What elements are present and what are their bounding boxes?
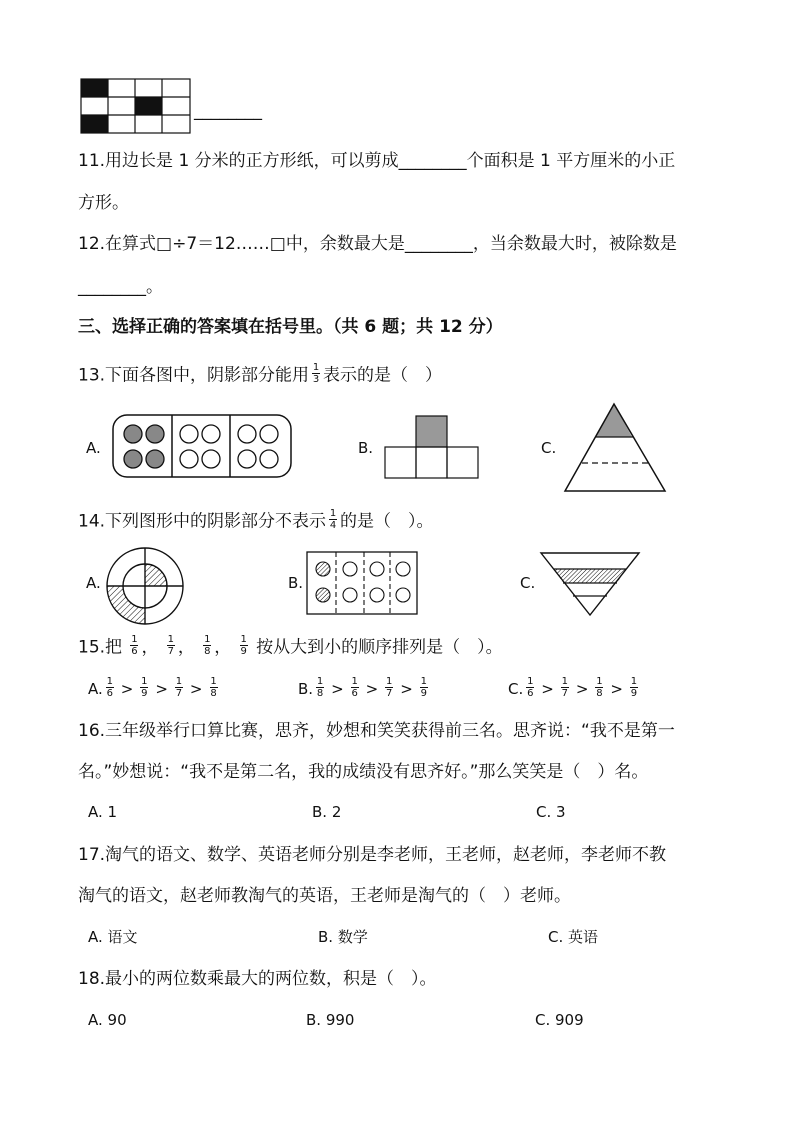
q14-figure-c — [540, 552, 640, 616]
q15-pre: 15.把 — [78, 637, 123, 658]
q14-figure-b — [306, 551, 418, 615]
q15-option-b[interactable]: B. $\frac{1}{8}$ > $\frac{1}{6}$ > $\frac{1}{7}$ > $\frac{1}{9}$ — [298, 676, 427, 699]
q15-option-a[interactable]: A. $\frac{1}{6}$ > $\frac{1}{9}$ > $\frac{1}{7}$ > $\frac{1}{8}$ — [88, 676, 217, 699]
q17-option-b[interactable]: B. 数学 — [318, 928, 368, 946]
q16-line2: 名。”妙想说：“我不是第二名，我的成绩没有思齐好。”那么笑笑是（ ）名。 — [78, 762, 649, 782]
q18-stem: 18.最小的两位数乘最大的两位数，积是（ ）。 — [78, 969, 437, 989]
q18-option-b[interactable]: B. 990 — [306, 1011, 355, 1029]
q17-line2: 淘气的语文，赵老师教淘气的英语，王老师是淘气的（ ）老师。 — [78, 886, 571, 906]
q13-figure-c — [564, 403, 666, 493]
q13-option-b-label[interactable]: B. — [358, 439, 374, 457]
q17-option-a[interactable]: A. 语文 — [88, 928, 138, 946]
q13-post: 表示的是（ ） — [323, 365, 443, 386]
grid-answer-blank[interactable]: ________ — [194, 101, 262, 121]
q12-line2: ________。 — [78, 277, 163, 297]
q15-fraction-2: $\frac{1}{7}$ — [167, 634, 175, 657]
q13-option-a-label[interactable]: A. — [86, 439, 101, 457]
q16-option-a[interactable]: A. 1 — [88, 803, 118, 821]
q13-fraction: $\frac{1}{3}$ — [312, 362, 320, 385]
q13-figure-b — [384, 415, 480, 479]
q13-figure-a — [112, 414, 292, 478]
q16-option-c[interactable]: C. 3 — [536, 803, 566, 821]
q15-fraction-4: $\frac{1}{9}$ — [240, 634, 247, 657]
q13-stem — [78, 364, 442, 387]
q16-option-b[interactable]: B. 2 — [312, 803, 342, 821]
q14-fraction: $\frac{1}{4}$ — [329, 508, 337, 531]
q11-line1: 11.用边长是 1 分米的正方形纸，可以剪成________个面积是 1 平方厘米的小正 — [78, 151, 676, 171]
q14-post: 的是（ ）。 — [340, 511, 434, 532]
q14-option-a-label[interactable]: A. — [86, 574, 101, 592]
q14-figure-a — [104, 545, 186, 627]
q18-option-a[interactable]: A. 90 — [88, 1011, 127, 1029]
q12-line1: 12.在算式□÷7＝12……□中，余数最大是________，当余数最大时，被除数是 — [78, 234, 677, 254]
q17-option-c[interactable]: C. 英语 — [548, 928, 599, 946]
q14-stem — [78, 510, 434, 533]
q14-option-b-label[interactable]: B. — [288, 574, 304, 592]
q15-post: 按从大到小的顺序排列是（ ）。 — [256, 637, 503, 658]
q13-option-c-label[interactable]: C. — [541, 439, 557, 457]
grid-figure — [80, 78, 192, 134]
q14-option-c-label[interactable]: C. — [520, 574, 536, 592]
q15-fraction-3: $\frac{1}{8}$ — [204, 634, 211, 657]
q15-option-c[interactable]: C. $\frac{1}{6}$ > $\frac{1}{7}$ > $\frac{1}{8}$ > $\frac{1}{9}$ — [508, 676, 638, 699]
q16-line1: 16.三年级举行口算比赛，思齐，妙想和笑笑获得前三名。思齐说：“我不是第一 — [78, 721, 675, 741]
section-3-heading: 三、选择正确的答案填在括号里。（共 6 题；共 12 分） — [78, 317, 503, 337]
q17-line1: 17.淘气的语文、数学、英语老师分别是李老师，王老师，赵老师，李老师不教 — [78, 845, 667, 865]
q14-pre: 14.下列图形中的阴影部分不表示 — [78, 511, 327, 532]
q15-stem: 15.把 $\frac{1}{6}$ ， $\frac{1}{7}$ ， $\frac{1}{8}$ ， $\frac{1}{9}$ 按从大到小的顺序排列是（ ）。 — [78, 634, 503, 658]
q18-option-c[interactable]: C. 909 — [535, 1011, 584, 1029]
q13-pre: 13.下面各图中，阴影部分能用 — [78, 365, 310, 386]
q15-fraction-1: $\frac{1}{6}$ — [131, 634, 138, 657]
q11-line2: 方形。 — [78, 193, 129, 213]
